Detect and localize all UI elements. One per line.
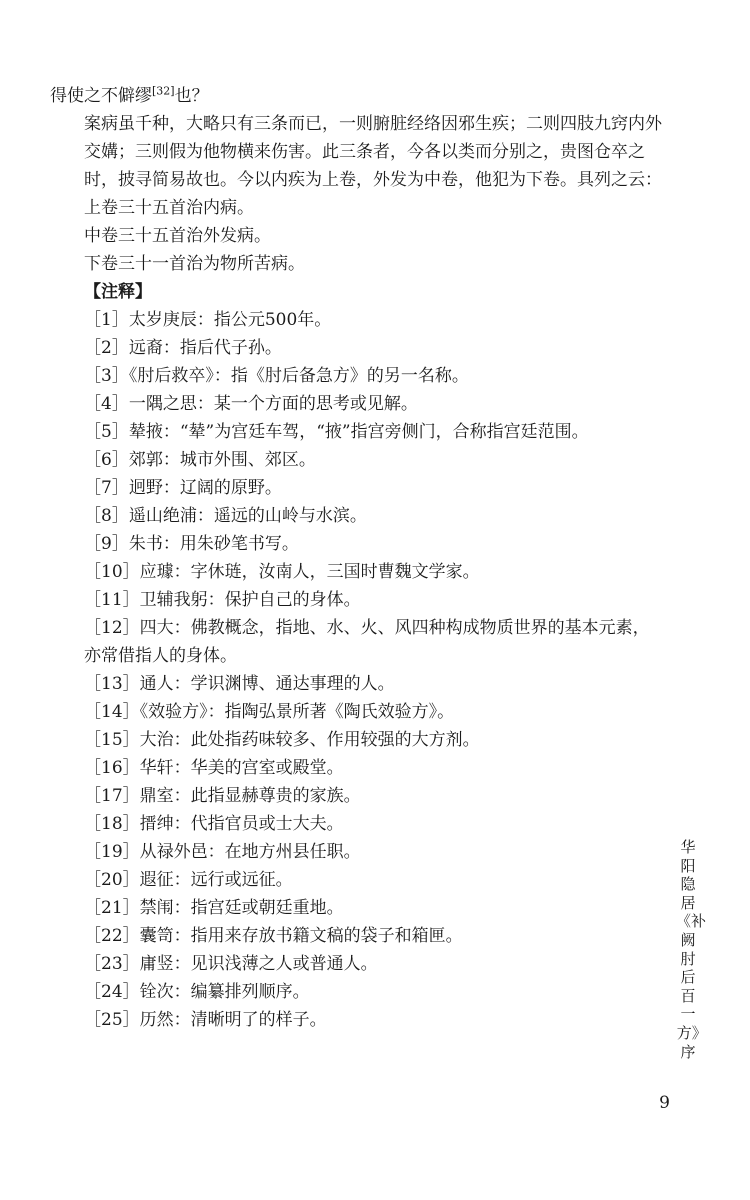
- footnote: ［2］远裔：指后代子孙。: [84, 338, 282, 358]
- footnote: ［3］《肘后救卒》：指《肘后备急方》的另一名称。: [84, 366, 469, 386]
- footnote: ［1］太岁庚辰：指公元500年。: [84, 310, 332, 330]
- footnote: ［18］搢绅：代指官员或士大夫。: [84, 814, 344, 834]
- footnote: ［10］应璩：字休琏，汝南人，三国时曹魏文学家。: [84, 562, 480, 582]
- footnote: ［14］《效验方》：指陶弘景所著《陶氏效验方》。: [84, 702, 455, 722]
- notes-heading: 【注释】: [84, 282, 152, 302]
- list-item: 下卷三十一首治为物所苦病。: [84, 254, 305, 274]
- footnote: ［19］从禄外邑：在地方州县任职。: [84, 842, 361, 862]
- footnote: ［17］鼎室：此指显赫尊贵的家族。: [84, 786, 361, 806]
- footnote: ［4］一隅之思：某一个方面的思考或见解。: [84, 394, 418, 414]
- footnote: ［8］遥山绝浦：遥远的山岭与水滨。: [84, 506, 367, 526]
- footnote: ［12］四大：佛教概念，指地、水、火、风四种构成物质世界的基本元素，亦常借指人的身体。: [84, 618, 650, 666]
- footnote: ［21］禁闱：指宫廷或朝廷重地。: [84, 898, 344, 918]
- footnote: ［15］大治：此处指药味较多、作用较强的大方剂。: [84, 730, 480, 750]
- footnote: ［22］囊笥：指用来存放书籍文稿的袋子和箱匣。: [84, 926, 463, 946]
- running-head: 华阳隐居《补阙肘后百一方》序: [676, 838, 707, 1061]
- paragraph: 案病虽千种，大略只有三条而已，一则腑脏经络因邪生疾；二则四肢九窍内外交媾；三则假为他物横来伤害。此三条者，今各以类而分别之，贵图仓卒之时，披寻简易故也。今以内疾为上卷，外发为中卷，他犯为下卷。具列之云：: [84, 114, 662, 190]
- footnote: ［11］卫辅我躬：保护自己的身体。: [84, 590, 361, 610]
- footnote: ［7］迥野：辽阔的原野。: [84, 478, 282, 498]
- footnote: ［24］铨次：编纂排列顺序。: [84, 982, 310, 1002]
- paragraph-continuation: 得使之不僻缪[32]也？: [50, 84, 209, 106]
- list-item: 上卷三十五首治内病。: [84, 198, 254, 218]
- footnote-ref: [32]: [152, 84, 175, 98]
- footnote: ［16］华轩：华美的宫室或殿堂。: [84, 758, 344, 778]
- list-item: 中卷三十五首治外发病。: [84, 226, 271, 246]
- footnote: ［9］朱书：用朱砂笔书写。: [84, 534, 299, 554]
- footnote: ［13］通人：学识渊博、通达事理的人。: [84, 674, 395, 694]
- footnote: ［23］庸竖：见识浅薄之人或普通人。: [84, 954, 378, 974]
- footnote: ［25］历然：清晰明了的样子。: [84, 1010, 327, 1030]
- footnote: ［6］郊郭：城市外围、郊区。: [84, 450, 316, 470]
- footnote: ［5］辇掖：“辇”为宫廷车驾，“掖”指宫旁侧门，合称指宫廷范围。: [84, 422, 589, 442]
- footnote: ［20］遐征：远行或远征。: [84, 870, 293, 890]
- page-number: 9: [659, 1093, 670, 1113]
- main-text: [50, 82, 665, 1034]
